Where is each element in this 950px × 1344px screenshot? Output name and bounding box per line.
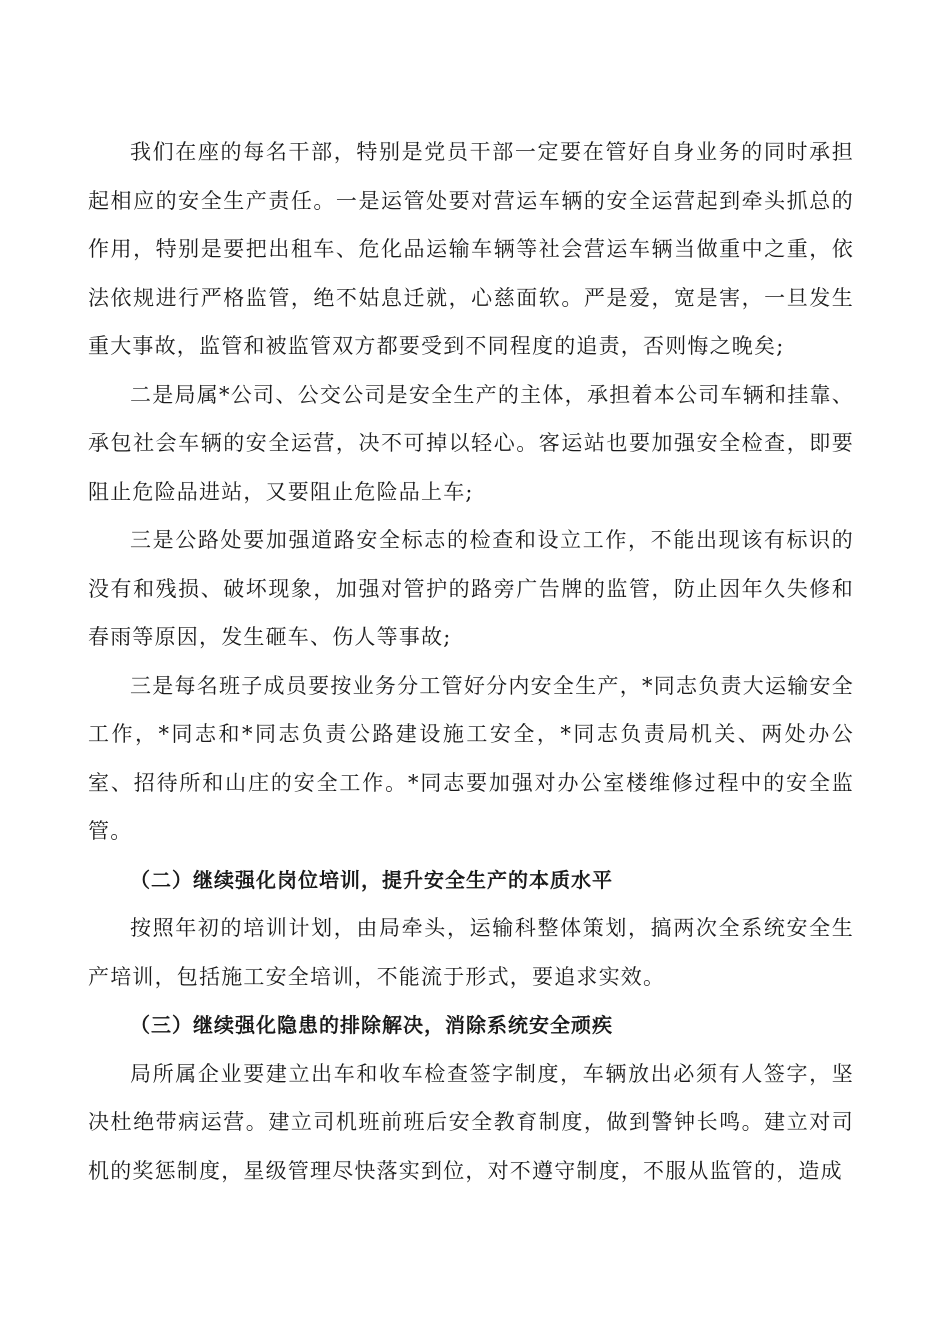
paragraph-training-plan: 按照年初的培训计划，由局牵头，运输科整体策划，搞两次全系统安全生产培训，包括施工安全培训，不能流于形式，要追求实效。: [88, 916, 854, 989]
paragraph-leadership-responsibility: 我们在座的每名干部，特别是党员干部一定要在管好自身业务的同时承担起相应的安全生产责任。一是运管处要对营运车辆的安全运营起到牵头抓总的作用，特别是要把出租车、危化品运输车辆等社会营运车辆当做重中之重，依法依规进行严格监管，绝不姑息迁就，心慈面软。严是爱，宽是害，一旦发生重大事故，监管和被监管双方都要受到不同程度的追责，否则悔之晚矣;: [88, 140, 854, 358]
section-heading-hazard-elimination: （三）继续强化隐患的排除解决，消除系统安全顽疾: [130, 1013, 613, 1037]
document-body: [88, 128, 854, 1195]
section-heading-training: （二）继续强化岗位培训，提升安全生产的本质水平: [130, 867, 613, 892]
paragraph-company-responsibility: 二是局属*公司、公交公司是安全生产的主体，承担着本公司车辆和挂靠、承包社会车辆的安全运营，决不可掉以轻心。客运站也要加强安全检查，即要阻止危险品进站，又要阻止危险品上车;: [88, 382, 854, 504]
paragraph-team-division: 三是每名班子成员要按业务分工管好分内安全生产，*同志负责大运输安全工作，*同志和*同志负责公路建设施工安全，*同志负责局机关、两处办公室、招待所和山庄的安全工作。*同志要加强对办公室楼维修过程中的安全监管。: [88, 673, 854, 843]
paragraph-inspection-system: 局所属企业要建立出车和收车检查签字制度，车辆放出必须有人签字，坚决杜绝带病运营。建立司机班前班后安全教育制度，做到警钟长鸣。建立对司机的奖惩制度，星级管理尽快落实到位，对不遵守制度，不服从监管的，造成: [88, 1061, 854, 1183]
paragraph-road-safety-signs: 三是公路处要加强道路安全标志的检查和设立工作，不能出现该有标识的没有和残损、破坏现象，加强对管护的路旁广告牌的监管，防止因年久失修和春雨等原因，发生砸车、伤人等事故;: [88, 528, 854, 649]
